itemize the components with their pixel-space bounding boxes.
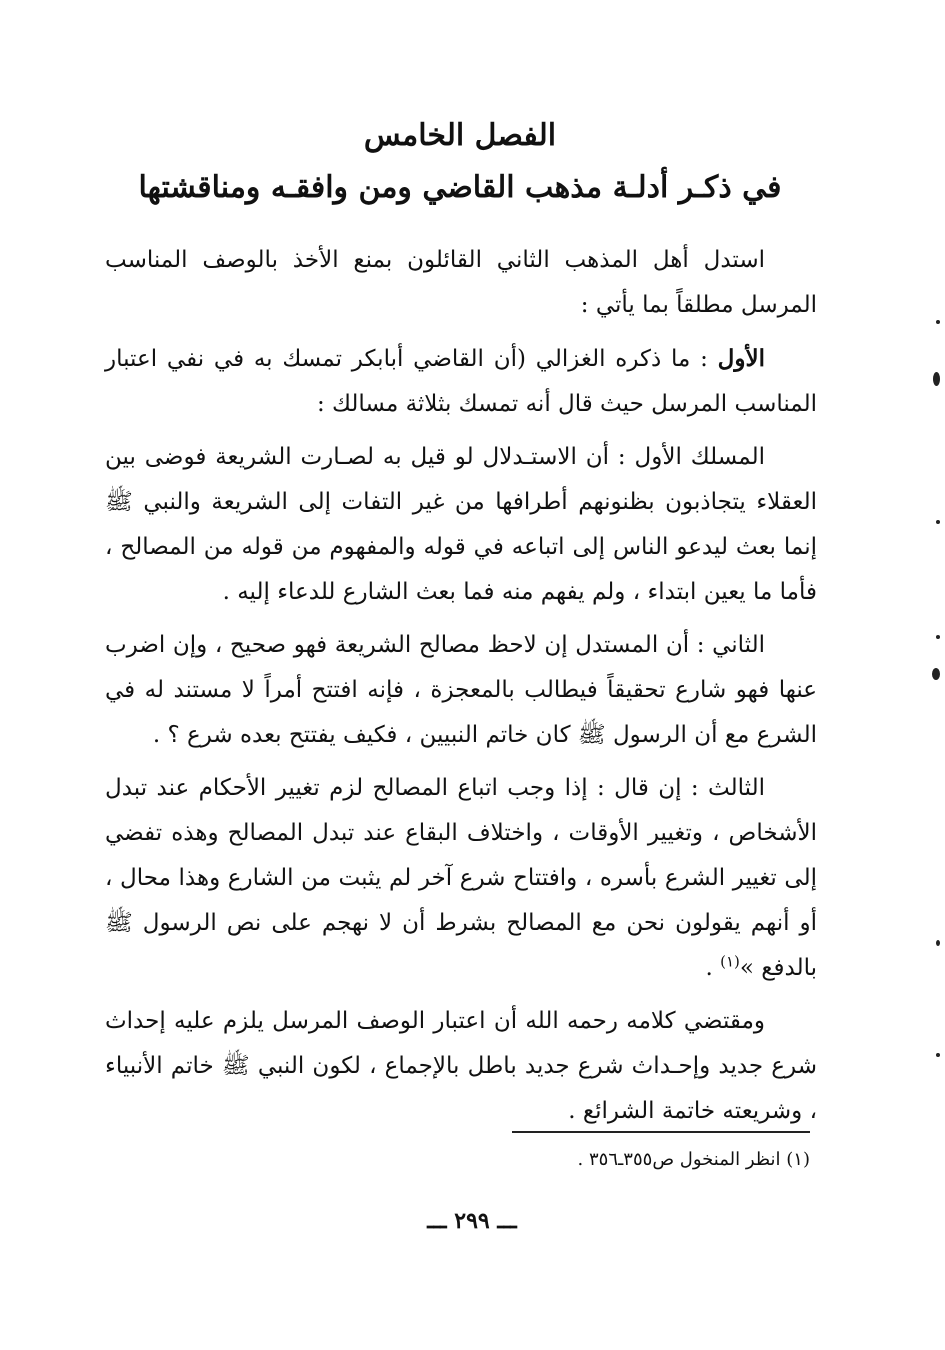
- paragraph-text: : ما ذكره الغزالي (أن القاضي أبابكر تمسك به في نفي اعتبار المناسب المرسل حيث قال أنه تمسك بثلاثة مسالك :: [105, 346, 817, 417]
- paragraph-conclusion: [105, 999, 817, 1134]
- footnote-text: (١) انظر المنخول ص٣٥٥ـ٣٥٦ .: [577, 1149, 810, 1170]
- paragraph-text: المسلك الأول : أن الاستـدلال لو قيل به لصـارت الشريعة فوضى بين العقلاء يتجاذبون بظنونهم أطرافها من غير التفات إلى الشريعة والنبي ﷺ إنما بعث ليدعو الناس إلى اتباعه في قوله والمفهوم من قوله من المصالح ، فأما ما يعين ابتداء ، ولم يفهم منه فما بعث الشارع للدعاء إليه .: [105, 444, 817, 605]
- paragraph-second: [105, 623, 817, 758]
- paragraph-third: [105, 766, 817, 991]
- page-number: ـــ ٢٩٩ ـــ: [427, 1208, 517, 1234]
- paragraph-tail: .: [705, 955, 721, 981]
- scan-speck: [932, 668, 940, 680]
- scan-speck: [933, 372, 940, 386]
- scan-speck: [936, 1053, 940, 1057]
- footnote-reference[interactable]: (١): [720, 952, 740, 971]
- paragraph-text: استدل أهل المذهب الثاني القائلون بمنع الأخذ بالوصف المناسب المرسل مطلقاً بما يأتي :: [105, 247, 817, 318]
- paragraph-lead: الأول: [717, 345, 765, 372]
- paragraph-text: الثاني : أن المستدل إن لاحظ مصالح الشريعة فهو صحيح ، وإن اضرب عنها فهو شارع تحقيقاً فيطالب بالمعجزة ، فإنه افتتح أمراً لا مستند له في الشرع مع أن الرسول ﷺ كان خاتم النبيين ، فكيف يفتتح بعده شرع ؟ .: [105, 632, 817, 748]
- paragraph-intro: [105, 238, 817, 328]
- paragraph-first: [105, 336, 817, 427]
- body-text: [105, 238, 817, 1142]
- paragraph-path-one: [105, 435, 817, 615]
- paragraph-text: ومقتضي كلامه رحمه الله أن اعتبار الوصف المرسل يلزم عليه إحداث شرع جديد وإحـداث شرع جديد باطل بالإجماع ، لكون النبي ﷺ خاتم الأنبياء ، وشريعته خاتمة الشرائع .: [105, 1008, 817, 1124]
- footnote-divider: [512, 1131, 810, 1133]
- scan-speck: [936, 940, 940, 946]
- chapter-subtitle: في ذكـر أدلـة مذهب القاضي ومن وافقـه ومناقشتها: [138, 170, 782, 205]
- paragraph-text: الثالث : إن قال : إذا وجب اتباع المصالح لزم تغيير الأحكام عند تبدل الأشخاص ، وتغيير الأوقات ، واختلاف البقاع عند تبدل المصالح وهذه تفضي إلى تغيير الشرع بأسره ، وافتتاح شرع آخر لم يثبت من الشارع وهذا محال ، أو أنهم يقولون نحن مع المصالح بشرط أن لا نهجم على نص الرسول ﷺ بالدفع »: [105, 775, 817, 981]
- chapter-title: الفصل الخامس: [363, 118, 557, 153]
- scan-speck: [936, 520, 940, 524]
- scan-speck: [936, 320, 940, 324]
- scan-speck: [936, 635, 940, 639]
